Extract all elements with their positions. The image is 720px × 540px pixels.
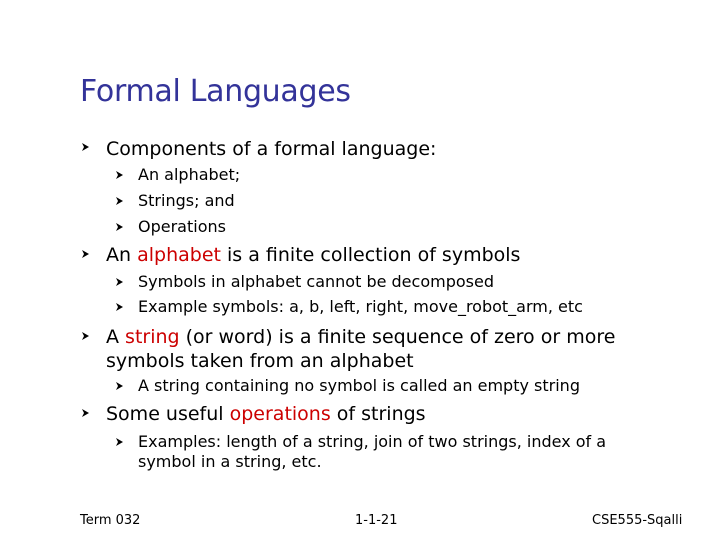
footer-left: Term 032 xyxy=(80,513,141,528)
bullet-item xyxy=(106,325,686,373)
bullet-text: An xyxy=(106,244,138,266)
footer-right: CSE555-Sqalli xyxy=(592,513,683,528)
highlighted-term: string xyxy=(125,326,180,348)
bullet-text: Components of a formal language: xyxy=(106,138,437,160)
bullet-item xyxy=(106,137,686,161)
arrowhead-icon xyxy=(115,277,125,287)
bullet-text: Some useful xyxy=(106,403,230,425)
bullet-text: A xyxy=(106,326,126,348)
sub-bullet-item: A string containing no symbol is called an empty string xyxy=(138,376,580,395)
bullet-text: is a finite collection of symbols xyxy=(220,244,521,266)
slide-title: Formal Languages xyxy=(80,74,351,109)
arrowhead-icon xyxy=(81,142,91,152)
sub-bullet-item: An alphabet; xyxy=(138,165,241,184)
sub-bullet-item: Example symbols: a, b, left, right, move_robot_arm, etc xyxy=(138,297,583,316)
arrowhead-icon xyxy=(81,249,91,259)
arrowhead-icon xyxy=(81,331,91,341)
footer-center: 1-1-21 xyxy=(355,513,398,528)
sub-bullet-item: Examples: length of a string, join of two strings, index of a symbol in a string, etc. xyxy=(138,432,607,471)
sub-bullet-item: Strings; and xyxy=(138,191,235,210)
highlighted-term: operations xyxy=(229,403,331,425)
arrowhead-icon xyxy=(115,302,125,312)
bullet-text: of strings xyxy=(330,403,426,425)
sub-bullet-item: Symbols in alphabet cannot be decomposed xyxy=(138,272,494,291)
bullet-item xyxy=(106,402,686,426)
sub-bullet-item: Operations xyxy=(138,217,226,236)
arrowhead-icon xyxy=(115,437,125,447)
arrowhead-icon xyxy=(115,222,125,232)
arrowhead-icon xyxy=(115,170,125,180)
arrowhead-icon xyxy=(81,408,91,418)
arrowhead-icon xyxy=(115,381,125,391)
bullet-text: (or word) is a finite sequence of zero or more symbols taken from an alphabet xyxy=(106,326,616,372)
bullet-item xyxy=(106,243,686,267)
arrowhead-icon xyxy=(115,196,125,206)
highlighted-term: alphabet xyxy=(137,244,221,266)
